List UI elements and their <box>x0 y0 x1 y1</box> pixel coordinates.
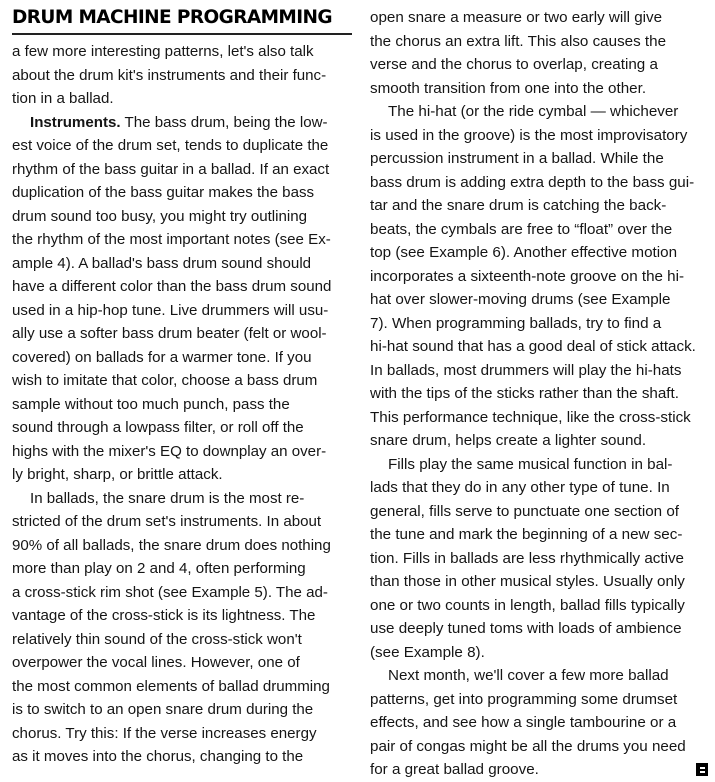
text-line: Fills play the same musical function in bal- <box>388 455 673 473</box>
right-column <box>370 6 710 782</box>
text-line: is used in the groove) is the most improvisatory <box>370 126 688 144</box>
text-line: The hi-hat (or the ride cymbal — whichever <box>388 103 679 120</box>
text-line: the chorus an extra lift. This also causes the <box>370 32 667 50</box>
text-line: The bass drum, being the low- <box>124 113 328 131</box>
text-line: (see Example 8). <box>370 643 485 661</box>
text-line: pair of congas might be all the drums you need <box>370 737 686 755</box>
text-line: verse and the chorus to overlap, creating a <box>370 56 658 73</box>
text-line: 90% of all ballads, the snare drum does nothing <box>12 536 331 554</box>
section-header: DRUM MACHINE PROGRAMMING <box>12 7 332 28</box>
text-line: patterns, get into programming some drumset <box>370 690 678 708</box>
text-line: is to switch to an open snare drum during the <box>12 701 314 718</box>
text-line: a cross-stick rim shot (see Example 5). The ad- <box>12 583 328 601</box>
final-line <box>370 758 710 782</box>
text-line: the rhythm of the most important notes (see Ex- <box>12 231 331 248</box>
text-line: tion in a ballad. <box>12 90 114 107</box>
text-line: top (see Example 6). Another effective motion <box>370 244 678 261</box>
text-line: lads that they do in any other type of tune. In <box>370 479 670 496</box>
text-line: hat over slower-moving drums (see Example <box>370 291 671 308</box>
text-line: use deeply tuned toms with loads of ambience <box>370 620 682 637</box>
text-line: smooth transition from one into the other. <box>370 79 647 97</box>
text-line: hi-hat sound that has a good deal of stick attack. <box>370 338 696 355</box>
text-line: wish to imitate that color, choose a bass drum <box>12 372 318 389</box>
text-line: duplication of the bass guitar makes the bass <box>12 184 315 201</box>
text-line: stricted of the drum set's instruments. In about <box>12 513 322 530</box>
text-line: effects, and see how a single tambourine or a <box>370 714 677 731</box>
text-line: vantage of the cross-stick is its lightness. The <box>12 607 316 624</box>
text-line: tar and the snare drum is catching the back- <box>370 197 667 214</box>
text-line: This performance technique, like the cross-stick <box>370 408 691 426</box>
left-column <box>12 0 352 769</box>
text-line: tion. Fills in ballads are less rhythmically active <box>370 549 684 567</box>
text-line: snare drum, helps create a lighter sound. <box>370 432 647 449</box>
text-line: used in a hip-hop tune. Live drummers will usu- <box>12 301 329 319</box>
text-line: ample 4). A ballad's bass drum sound should <box>12 254 312 272</box>
text-line: sample without too much punch, pass the <box>12 395 290 413</box>
text-line: percussion instrument in a ballad. While the <box>370 150 664 167</box>
text-line: as it moves into the chorus, changing to the <box>12 748 304 765</box>
text-line: have a different color than the bass drum sound <box>12 278 332 295</box>
text-line: open snare a measure or two early will give <box>370 9 663 26</box>
text-line: the tune and mark the beginning of a new sec- <box>370 526 683 543</box>
text-line: covered) on ballads for a warmer tone. If you <box>12 348 312 366</box>
end-of-article-icon <box>696 763 708 776</box>
text-line: relatively thin sound of the cross-stick won't <box>12 630 302 648</box>
text-line: than those in other musical styles. Usually only <box>370 573 685 590</box>
text-line: general, fills serve to punctuate one section of <box>370 502 680 520</box>
text-line: one or two counts in length, ballad fills typically <box>370 596 685 614</box>
text-line: about the drum kit's instruments and their func- <box>12 66 327 84</box>
run-in-heading-instruments: Instruments. <box>30 113 121 131</box>
text-line: bass drum is adding extra depth to the bass gui- <box>370 173 695 191</box>
text-line: the most common elements of ballad drumming <box>12 677 330 695</box>
text-line: beats, the cymbals are free to “float” over the <box>370 220 673 238</box>
header-rule <box>12 33 352 35</box>
text-line: a few more interesting patterns, let's also talk <box>12 43 314 60</box>
text-line: chorus. Try this: If the verse increases energy <box>12 724 317 742</box>
text-line: sound through a lowpass filter, or roll off the <box>12 419 304 436</box>
text-line: ally use a softer bass drum beater (felt or wool- <box>12 325 327 342</box>
text-line: Next month, we'll cover a few more ballad <box>388 667 669 684</box>
text-line: for a great ballad groove. <box>370 761 539 778</box>
text-line: In ballads, most drummers will play the hi-hats <box>370 361 682 379</box>
text-line: ly bright, sharp, or brittle attack. <box>12 466 223 483</box>
text-line: incorporates a sixteenth-note groove on the hi- <box>370 267 685 285</box>
text-line: more than play on 2 and 4, often performing <box>12 560 306 577</box>
text-line: overpower the vocal lines. However, one of <box>12 654 300 671</box>
text-line: est voice of the drum set, tends to duplicate the <box>12 137 329 154</box>
text-line: In ballads, the snare drum is the most re- <box>30 489 305 507</box>
text-line: highs with the mixer's EQ to downplay an over- <box>12 442 327 460</box>
text-line: with the tips of the sticks rather than the shaft. <box>370 385 679 402</box>
text-line: 7). When programming ballads, try to find a <box>370 314 662 332</box>
text-line: drum sound too busy, you might try outlining <box>12 207 308 225</box>
paragraph-instruments <box>12 111 352 135</box>
text-line: rhythm of the bass guitar in a ballad. If an exact <box>12 160 330 178</box>
